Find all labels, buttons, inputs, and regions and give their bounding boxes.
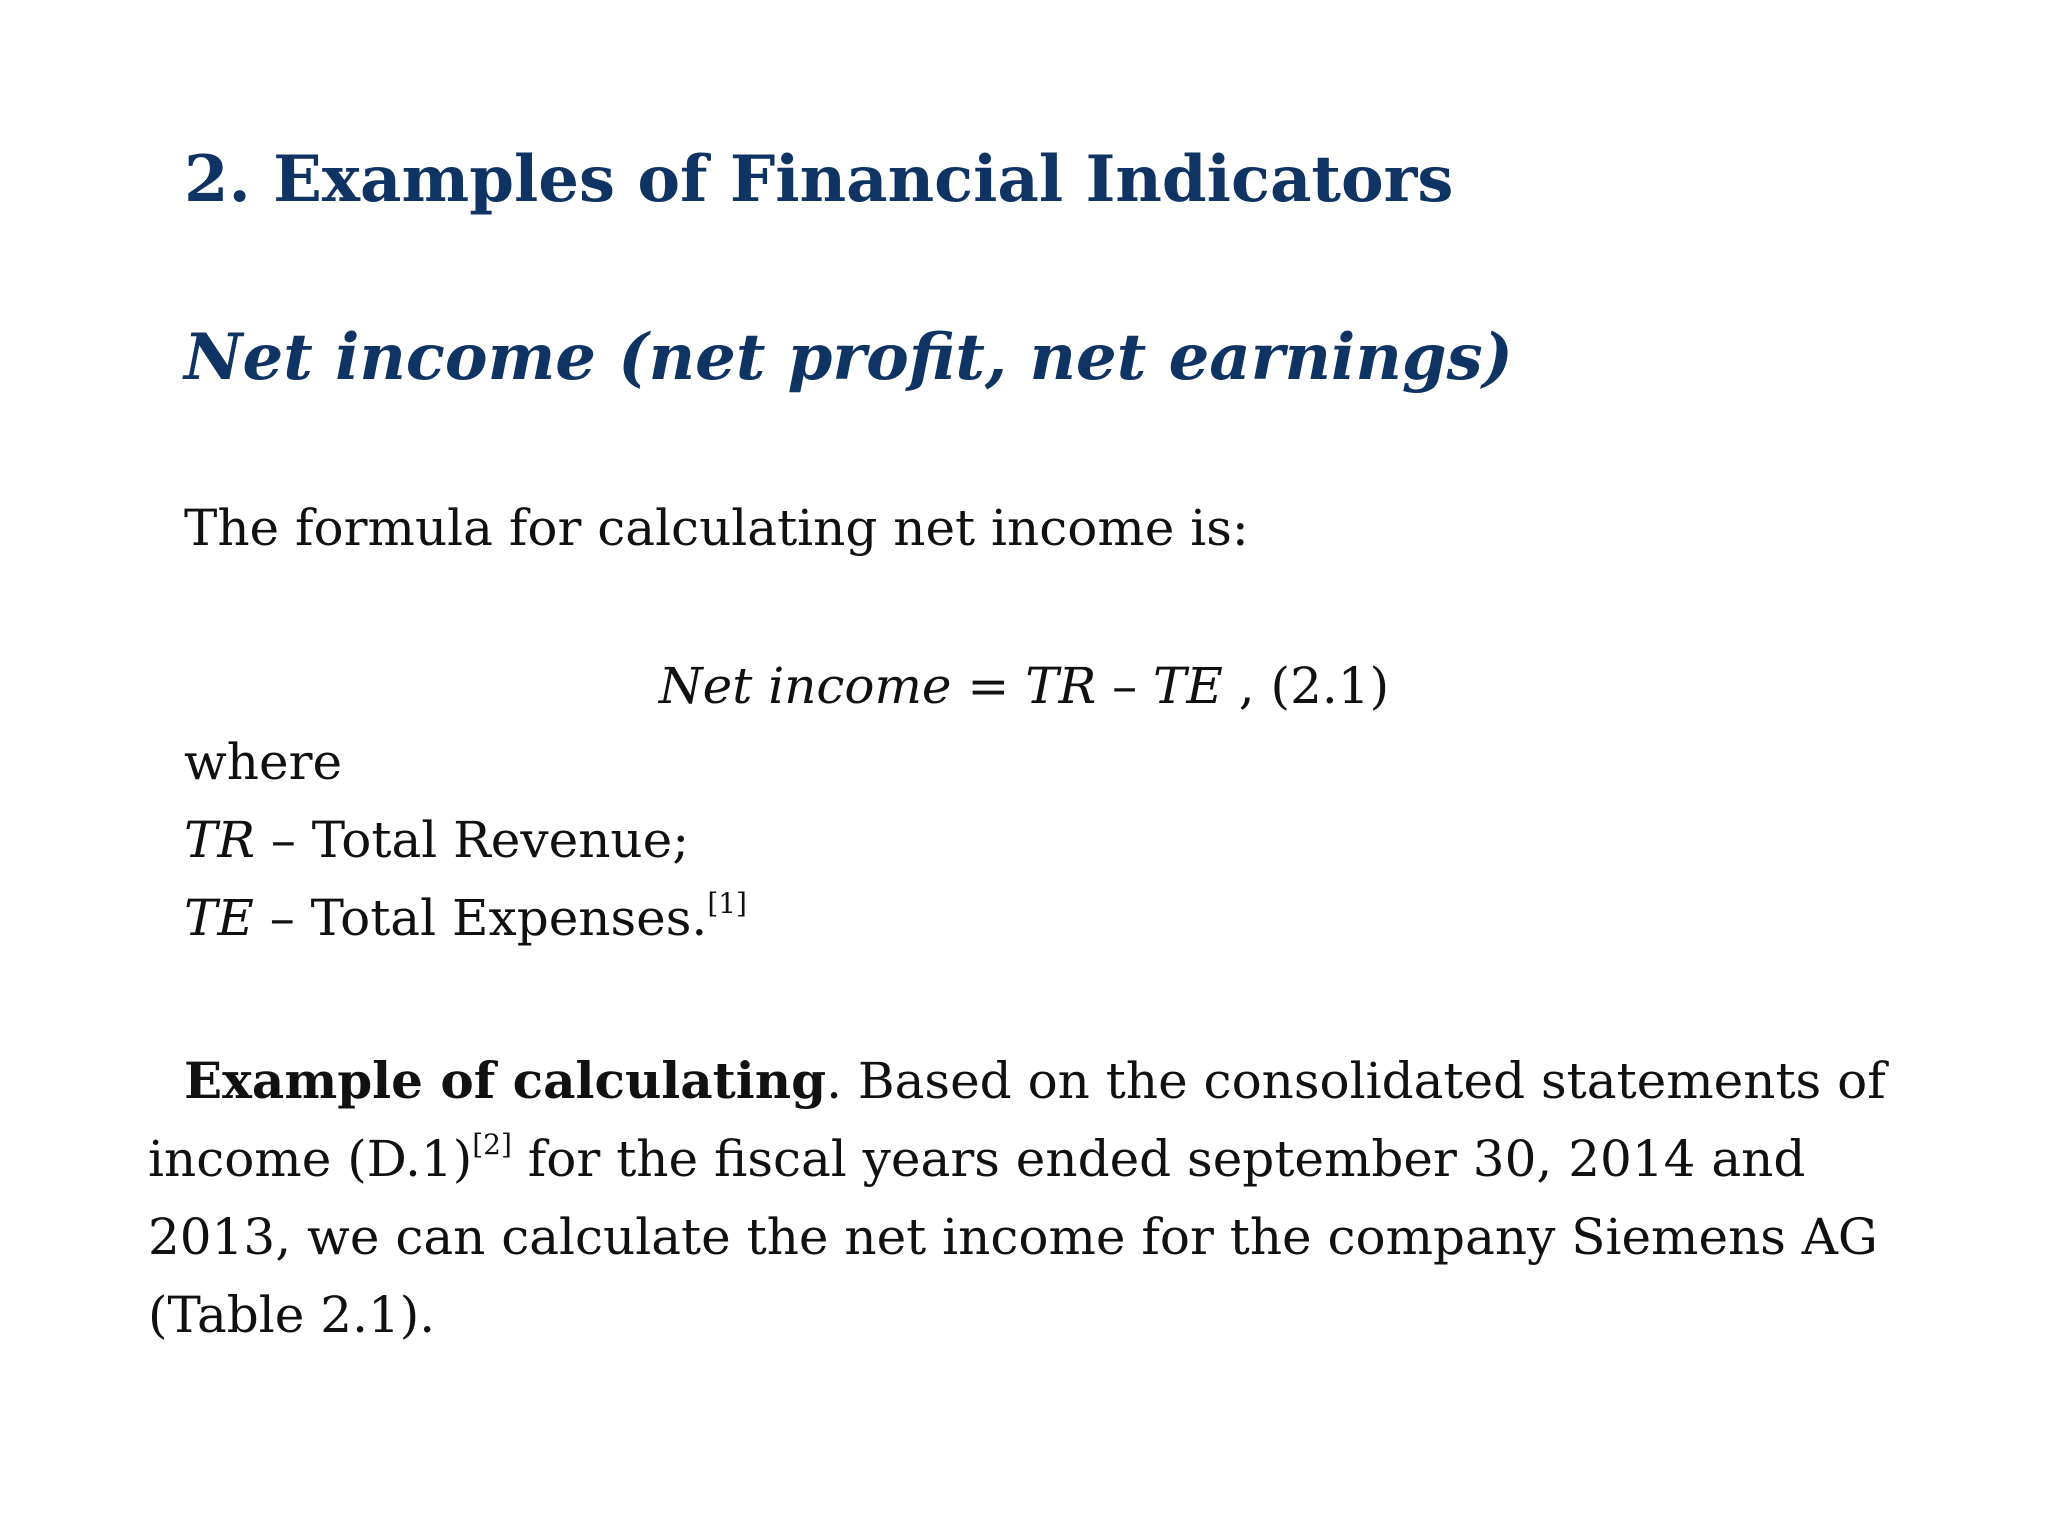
formula-number: , (2.1) — [1222, 657, 1390, 715]
formula-tr: TR — [1025, 657, 1097, 715]
intro-paragraph: The formula for calculating net income is: — [184, 499, 1249, 557]
formula-lhs: Net income — [658, 657, 952, 715]
definition-tr — [184, 808, 689, 872]
example-paragraph — [148, 1042, 1908, 1354]
example-text-1: . Based on the consolidated statements of income (D.1) — [148, 1052, 1886, 1188]
definition-text: – Total Revenue; — [255, 811, 690, 869]
footnote-ref-1[interactable]: [1] — [707, 887, 747, 920]
definition-symbol: TR — [184, 811, 255, 869]
footnote-ref-2[interactable]: [2] — [472, 1128, 512, 1161]
where-label: where — [184, 733, 343, 791]
subsection-title: Net income (net profit, net earnings) — [184, 320, 1513, 395]
example-bold-lead: Example of calculating — [184, 1051, 827, 1110]
formula-line — [0, 654, 2048, 718]
definition-te — [184, 886, 747, 950]
example-text-2: for the fiscal years ended september 30, 2014 and 2013, we can calculate the net income for the company Siemens AG (Table 2.1). — [148, 1130, 1878, 1344]
formula-te: TE — [1153, 657, 1223, 715]
definition-symbol: TE — [184, 889, 254, 947]
definition-text: – Total Expenses. — [253, 889, 708, 947]
section-title: 2. Examples of Financial Indicators — [184, 142, 1454, 217]
formula-equals: = — [951, 657, 1026, 715]
formula-minus: – — [1096, 657, 1154, 715]
